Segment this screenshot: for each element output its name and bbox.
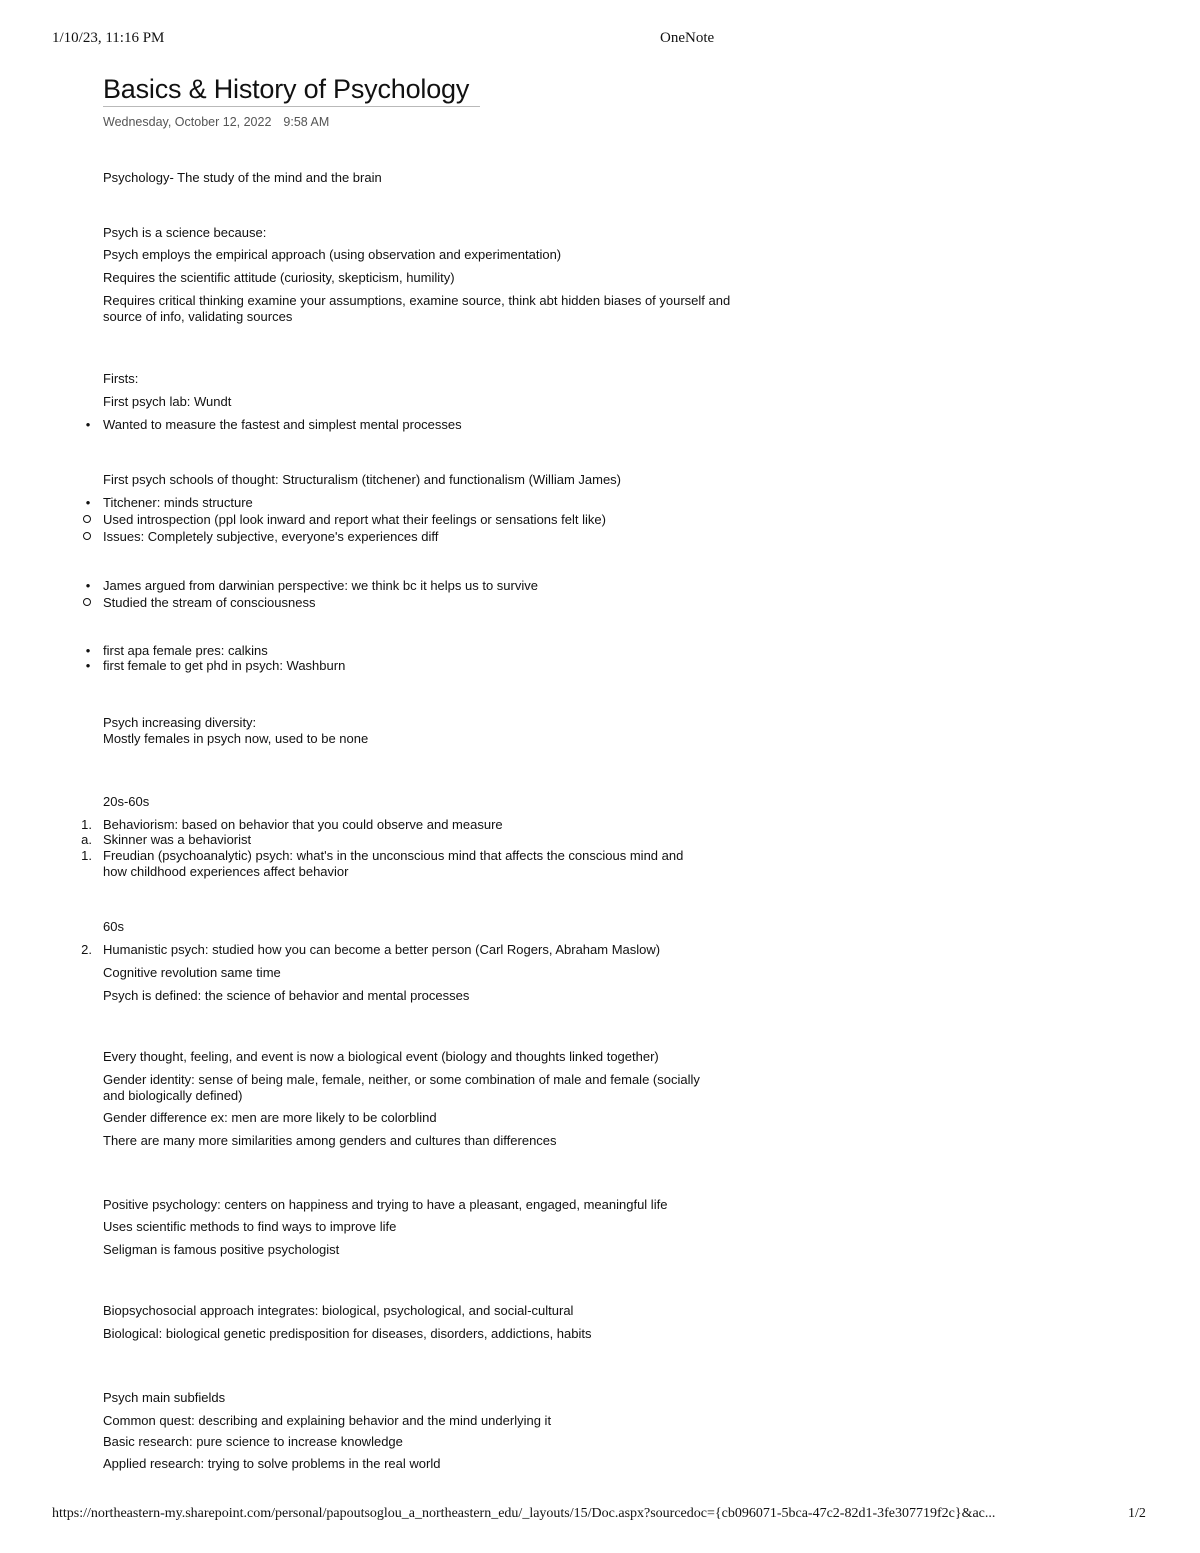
note-defined[interactable]: Psych is defined: the science of behavior and mental processes — [103, 988, 470, 1003]
note-similarities[interactable]: There are many more similarities among genders and cultures than differences — [103, 1133, 557, 1148]
note-diversity[interactable]: Mostly females in psych now, used to be none — [103, 731, 369, 746]
page-title[interactable]: Basics & History of Psychology — [103, 74, 470, 104]
note-bio-event[interactable]: Every thought, feeling, and event is now a biological event (biology and thoughts linked together) — [103, 1049, 659, 1064]
bullet-marker: • — [85, 495, 91, 510]
note-positive[interactable]: Positive psychology: centers on happiness and trying to have a pleasant, engaged, meaningful life — [103, 1197, 668, 1212]
list-letter: a. — [81, 832, 92, 847]
print-footer-page: 1/2 — [1128, 1506, 1146, 1521]
note-diversity-heading[interactable]: Psych increasing diversity: — [103, 715, 257, 730]
page-meta — [103, 115, 329, 129]
note-science-2[interactable]: Requires the scientific attitude (curiosity, skepticism, humility) — [103, 270, 455, 285]
note-science-heading[interactable]: Psych is a science because: — [103, 225, 267, 240]
list-number: 2. — [81, 942, 92, 957]
note-schools[interactable]: First psych schools of thought: Structuralism (titchener) and functionalism (William James) — [103, 472, 622, 487]
note-seligman[interactable]: Seligman is famous positive psychologist — [103, 1242, 340, 1257]
note-science-1[interactable]: Psych employs the empirical approach (using observation and experimentation) — [103, 247, 562, 262]
page-date: Wednesday, October 12, 2022 — [103, 115, 272, 129]
note-biopsycho[interactable]: Biopsychosocial approach integrates: biological, psychological, and social-cultural — [103, 1303, 574, 1318]
note-freudian[interactable]: Freudian (psychoanalytic) psych: what's in the unconscious mind that affects the conscious mind and how childhood experiences affect behavior — [103, 848, 684, 879]
note-methods[interactable]: Uses scientific methods to find ways to improve life — [103, 1219, 397, 1234]
note-issues[interactable]: Issues: Completely subjective, everyone's experiences diff — [103, 529, 439, 544]
note-firsts-heading[interactable]: Firsts: — [103, 371, 139, 386]
print-footer-url: https://northeastern-my.sharepoint.com/personal/papoutsoglou_a_northeastern_edu/_layouts/15/Doc.aspx?sourcedoc={cb096071-5bca-47c2-82d1-3fe307719f2c}&ac... — [52, 1506, 996, 1521]
note-era-60s[interactable]: 60s — [103, 919, 124, 934]
note-applied[interactable]: Applied research: trying to solve problems in the real world — [103, 1456, 441, 1471]
circle-bullet-icon — [83, 532, 91, 540]
note-cognitive[interactable]: Cognitive revolution same time — [103, 965, 281, 980]
bullet-marker: • — [85, 643, 91, 658]
title-underline — [103, 106, 480, 107]
note-biological[interactable]: Biological: biological genetic predisposition for diseases, disorders, addictions, habits — [103, 1326, 592, 1341]
page-time: 9:58 AM — [283, 115, 330, 129]
note-first-lab[interactable]: First psych lab: Wundt — [103, 394, 232, 409]
bullet-marker: • — [85, 417, 91, 432]
note-basic[interactable]: Basic research: pure science to increase knowledge — [103, 1434, 403, 1449]
circle-bullet-icon — [83, 598, 91, 606]
print-header-app: OneNote — [660, 30, 715, 46]
bullet-marker: • — [85, 658, 91, 673]
note-james[interactable]: James argued from darwinian perspective: we think bc it helps us to survive — [103, 578, 538, 593]
note-behaviorism[interactable]: Behaviorism: based on behavior that you could observe and measure — [103, 817, 503, 832]
bullet-marker: • — [85, 578, 91, 593]
note-humanistic[interactable]: Humanistic psych: studied how you can become a better person (Carl Rogers, Abraham Maslow) — [103, 942, 661, 957]
note-subfields[interactable]: Psych main subfields — [103, 1390, 226, 1405]
note-stream[interactable]: Studied the stream of consciousness — [103, 595, 316, 610]
note-era-20s[interactable]: 20s-60s — [103, 794, 150, 809]
note-phd[interactable]: first female to get phd in psych: Washburn — [103, 658, 346, 673]
list-number: 1. — [81, 817, 92, 832]
print-header-datetime: 1/10/23, 11:16 PM — [52, 30, 165, 46]
note-definition[interactable]: Psychology- The study of the mind and the brain — [103, 170, 382, 185]
note-quest[interactable]: Common quest: describing and explaining behavior and the mind underlying it — [103, 1413, 552, 1428]
note-first-lab-bullet[interactable]: Wanted to measure the fastest and simplest mental processes — [103, 417, 462, 432]
note-introspection[interactable]: Used introspection (ppl look inward and report what their feelings or sensations felt like) — [103, 512, 606, 527]
note-science-3[interactable]: Requires critical thinking examine your assumptions, examine source, think abt hidden biases of yourself and source of info, validating sources — [103, 293, 731, 324]
list-number: 1. — [81, 848, 92, 863]
note-titchener[interactable]: Titchener: minds structure — [103, 495, 253, 510]
note-skinner[interactable]: Skinner was a behaviorist — [103, 832, 252, 847]
circle-bullet-icon — [83, 515, 91, 523]
note-apa[interactable]: first apa female pres: calkins — [103, 643, 268, 658]
note-gender-diff[interactable]: Gender difference ex: men are more likely to be colorblind — [103, 1110, 437, 1125]
note-gender-identity[interactable]: Gender identity: sense of being male, female, neither, or some combination of male and female (socially and biologically defined) — [103, 1072, 700, 1103]
